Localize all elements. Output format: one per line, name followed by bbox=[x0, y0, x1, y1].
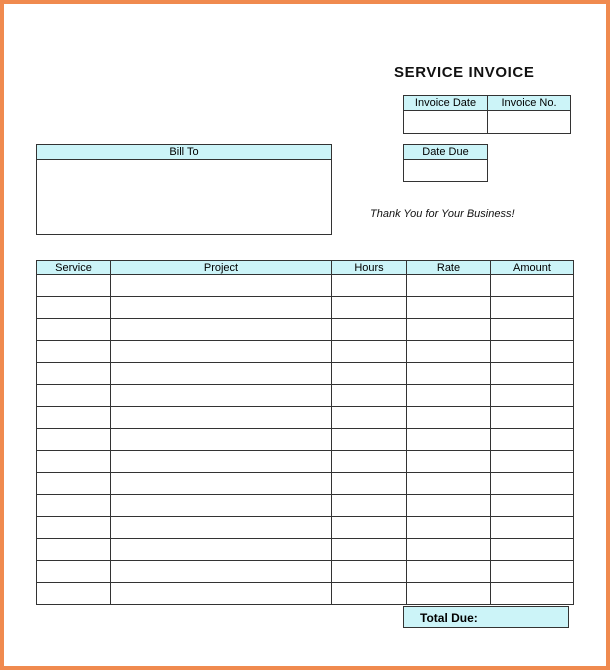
cell-hours[interactable] bbox=[332, 385, 407, 407]
cell-project[interactable] bbox=[111, 495, 332, 517]
cell-project[interactable] bbox=[111, 429, 332, 451]
date-due-box bbox=[403, 144, 488, 182]
table-row bbox=[37, 429, 574, 451]
cell-hours[interactable] bbox=[332, 517, 407, 539]
cell-project[interactable] bbox=[111, 385, 332, 407]
cell-service[interactable] bbox=[37, 517, 111, 539]
table-row bbox=[37, 495, 574, 517]
cell-service[interactable] bbox=[37, 407, 111, 429]
cell-amount[interactable] bbox=[491, 385, 574, 407]
thank-you-note: Thank You for Your Business! bbox=[370, 208, 515, 220]
cell-project[interactable] bbox=[111, 407, 332, 429]
cell-rate[interactable] bbox=[407, 561, 491, 583]
cell-hours[interactable] bbox=[332, 539, 407, 561]
cell-rate[interactable] bbox=[407, 319, 491, 341]
cell-rate[interactable] bbox=[407, 539, 491, 561]
bill-to-field[interactable] bbox=[37, 160, 331, 234]
cell-project[interactable] bbox=[111, 473, 332, 495]
cell-rate[interactable] bbox=[407, 385, 491, 407]
cell-project[interactable] bbox=[111, 539, 332, 561]
bill-to-box bbox=[36, 144, 332, 235]
column-header-project: Project bbox=[111, 261, 332, 275]
cell-hours[interactable] bbox=[332, 297, 407, 319]
cell-hours[interactable] bbox=[332, 363, 407, 385]
cell-project[interactable] bbox=[111, 319, 332, 341]
cell-service[interactable] bbox=[37, 363, 111, 385]
cell-service[interactable] bbox=[37, 275, 111, 297]
table-row bbox=[37, 583, 574, 605]
table-row bbox=[37, 385, 574, 407]
cell-rate[interactable] bbox=[407, 583, 491, 605]
cell-service[interactable] bbox=[37, 583, 111, 605]
cell-amount[interactable] bbox=[491, 341, 574, 363]
invoice-title: SERVICE INVOICE bbox=[394, 64, 535, 81]
cell-project[interactable] bbox=[111, 517, 332, 539]
table-row bbox=[37, 517, 574, 539]
date-due-header: Date Due bbox=[404, 145, 487, 160]
cell-rate[interactable] bbox=[407, 297, 491, 319]
cell-amount[interactable] bbox=[491, 297, 574, 319]
cell-project[interactable] bbox=[111, 561, 332, 583]
cell-rate[interactable] bbox=[407, 451, 491, 473]
cell-service[interactable] bbox=[37, 341, 111, 363]
total-due-box bbox=[403, 606, 569, 628]
cell-amount[interactable] bbox=[491, 539, 574, 561]
cell-amount[interactable] bbox=[491, 561, 574, 583]
cell-project[interactable] bbox=[111, 363, 332, 385]
cell-hours[interactable] bbox=[332, 407, 407, 429]
bill-to-header: Bill To bbox=[37, 145, 331, 160]
table-row bbox=[37, 561, 574, 583]
cell-hours[interactable] bbox=[332, 583, 407, 605]
cell-amount[interactable] bbox=[491, 473, 574, 495]
table-row bbox=[37, 407, 574, 429]
cell-rate[interactable] bbox=[407, 341, 491, 363]
cell-hours[interactable] bbox=[332, 429, 407, 451]
cell-rate[interactable] bbox=[407, 517, 491, 539]
cell-service[interactable] bbox=[37, 319, 111, 341]
total-due-label: Total Due: bbox=[420, 611, 478, 625]
table-row bbox=[37, 341, 574, 363]
cell-service[interactable] bbox=[37, 429, 111, 451]
invoice-no-field[interactable] bbox=[488, 111, 571, 134]
cell-hours[interactable] bbox=[332, 451, 407, 473]
cell-rate[interactable] bbox=[407, 407, 491, 429]
cell-amount[interactable] bbox=[491, 275, 574, 297]
cell-project[interactable] bbox=[111, 297, 332, 319]
cell-hours[interactable] bbox=[332, 561, 407, 583]
cell-hours[interactable] bbox=[332, 495, 407, 517]
line-items-table bbox=[36, 260, 574, 605]
cell-service[interactable] bbox=[37, 451, 111, 473]
cell-rate[interactable] bbox=[407, 473, 491, 495]
cell-service[interactable] bbox=[37, 473, 111, 495]
cell-amount[interactable] bbox=[491, 517, 574, 539]
cell-project[interactable] bbox=[111, 583, 332, 605]
table-row bbox=[37, 473, 574, 495]
column-header-amount: Amount bbox=[491, 261, 574, 275]
cell-service[interactable] bbox=[37, 297, 111, 319]
invoice-date-header: Invoice Date bbox=[404, 96, 488, 111]
cell-amount[interactable] bbox=[491, 495, 574, 517]
cell-rate[interactable] bbox=[407, 495, 491, 517]
date-due-field[interactable] bbox=[404, 160, 487, 181]
cell-service[interactable] bbox=[37, 385, 111, 407]
cell-hours[interactable] bbox=[332, 275, 407, 297]
cell-amount[interactable] bbox=[491, 583, 574, 605]
column-header-hours: Hours bbox=[332, 261, 407, 275]
table-row bbox=[37, 451, 574, 473]
cell-service[interactable] bbox=[37, 495, 111, 517]
table-row bbox=[37, 297, 574, 319]
column-header-service: Service bbox=[37, 261, 111, 275]
cell-service[interactable] bbox=[37, 539, 111, 561]
column-header-rate: Rate bbox=[407, 261, 491, 275]
invoice-meta-table bbox=[403, 95, 571, 134]
table-row bbox=[37, 319, 574, 341]
cell-amount[interactable] bbox=[491, 429, 574, 451]
cell-rate[interactable] bbox=[407, 275, 491, 297]
cell-hours[interactable] bbox=[332, 341, 407, 363]
cell-hours[interactable] bbox=[332, 473, 407, 495]
cell-amount[interactable] bbox=[491, 407, 574, 429]
cell-rate[interactable] bbox=[407, 363, 491, 385]
cell-hours[interactable] bbox=[332, 319, 407, 341]
cell-amount[interactable] bbox=[491, 363, 574, 385]
cell-amount[interactable] bbox=[491, 451, 574, 473]
table-row bbox=[37, 275, 574, 297]
cell-amount[interactable] bbox=[491, 319, 574, 341]
cell-rate[interactable] bbox=[407, 429, 491, 451]
cell-project[interactable] bbox=[111, 451, 332, 473]
cell-project[interactable] bbox=[111, 341, 332, 363]
invoice-no-header: Invoice No. bbox=[488, 96, 571, 111]
cell-service[interactable] bbox=[37, 561, 111, 583]
cell-project[interactable] bbox=[111, 275, 332, 297]
table-row bbox=[37, 363, 574, 385]
invoice-date-field[interactable] bbox=[404, 111, 488, 134]
table-row bbox=[37, 539, 574, 561]
